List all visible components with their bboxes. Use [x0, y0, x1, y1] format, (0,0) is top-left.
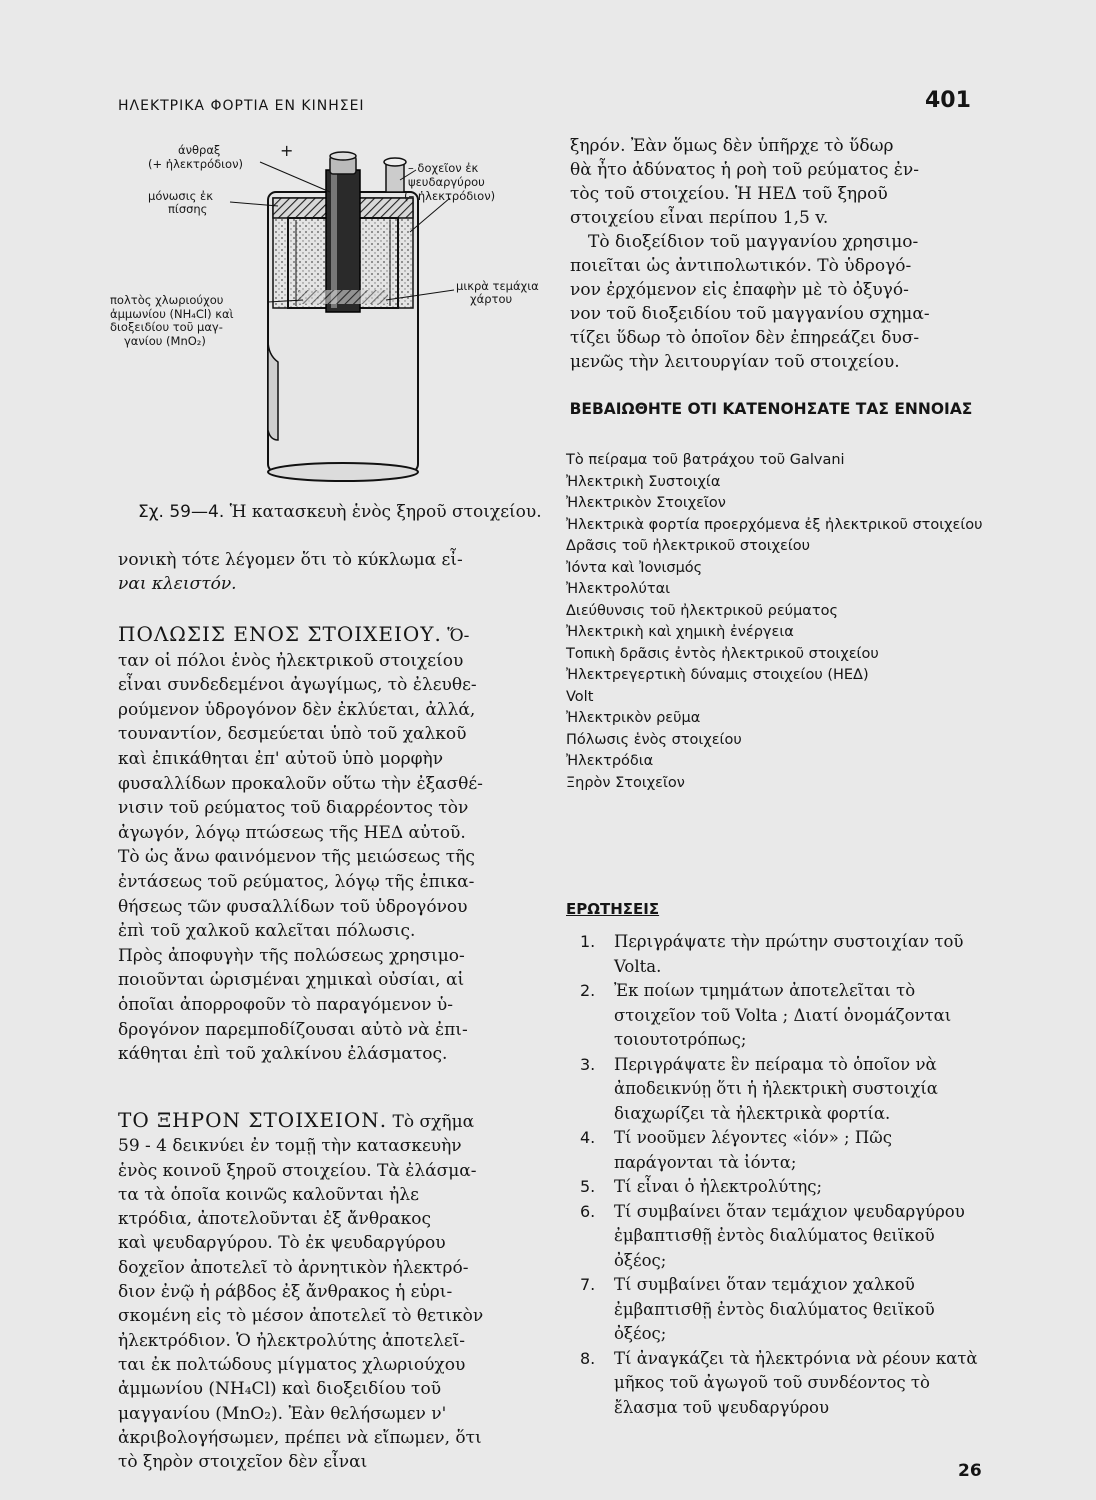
right-line: τίζει ὕδωρ τὸ ὁποῖον δὲν ἐπηρεάζει δυσ- [570, 328, 920, 348]
label-insulation: μόνωσις ἐκ [148, 189, 213, 203]
label-paper-2: χάρτου [470, 292, 513, 306]
concept-item: Ἠλεκτρικὴ καὶ χημικὴ ἐνέργεια [566, 624, 794, 640]
question-item [580, 1273, 985, 1347]
polarization-line: ρούμενον ὑδρογόνον δὲν ἐκλύεται, ἀλλά, [118, 699, 476, 720]
review-heading: ΒΕΒΑΙΩΘΗΤΕ ΟΤΙ ΚΑΤΕΝΟΗΣΑΤΕ ΤΑΣ ΕΝΝΟΙΑΣ [569, 400, 973, 418]
question-item [580, 930, 985, 979]
caption-text: Ἡ κατασκευὴ ἑνὸς ξηροῦ στοιχείου. [229, 502, 542, 522]
polarization-line: ἐντάσεως τοῦ ρεύματος, λόγῳ τῆς ἐπικα- [118, 871, 475, 892]
dry-cell-line: Τὸ σχῆμα [392, 1112, 475, 1132]
signature-mark: 26 [958, 1461, 982, 1481]
left-section-polarization [118, 622, 548, 1067]
dry-cell-line: σκομένη εἰς τὸ μέσον ἀποτελεῖ τὸ θετικὸν [118, 1306, 484, 1327]
dry-cell-line: τα τὰ ὁποῖα κοινῶς καλοῦνται ἠλε [118, 1184, 419, 1205]
polarization-line: ἐπὶ τοῦ χαλκοῦ καλεῖται πόλωσις. [118, 921, 416, 942]
question-text: Τί συμβαίνει ὅταν τεμάχιον ψευδαργύρου ἐμβαπτισθῇ ἐντὸς διαλύματος θειϊκοῦ ὀξέος; [614, 1201, 965, 1270]
question-number: 4. [580, 1128, 596, 1147]
concept-item: Διεύθυνσις τοῦ ἠλεκτρικοῦ ρεύματος [566, 602, 838, 619]
question-item [580, 979, 985, 1053]
dry-cell-line: καὶ ψευδαργύρου. Τὸ ἐκ ψευδαργύρου [118, 1233, 446, 1254]
concept-item: Ἠλεκτρικὸν ρεῦμα [566, 710, 701, 726]
dry-cell-figure [110, 140, 558, 500]
polarization-line: νισιν τοῦ ρεύματος τοῦ διαρρέοντος τὸν [118, 798, 469, 819]
concept-item: Ἠλεκτρολύται [566, 581, 671, 597]
page-number: 401 [925, 88, 971, 113]
dry-cell-line: μαγγανίου (MnO₂). Ἐὰν θελήσωμεν ν' [118, 1403, 447, 1424]
polarization-line: Ὅ- [447, 626, 470, 646]
question-number: 5. [580, 1177, 596, 1196]
label-paste-2: ἀμμωνίου (NH₄Cl) καὶ [110, 307, 234, 321]
polarization-line: κάθηται ἐπὶ τοῦ χαλκίνου ἐλάσματος. [118, 1044, 448, 1065]
question-text: Τί εἶναι ὁ ἠλεκτρολύτης; [614, 1177, 823, 1196]
polarization-line: Πρὸς ἀποφυγὴν τῆς πολώσεως χρησιμο- [118, 945, 465, 966]
heading-polarization: ΠΟΛΩΣΙΣ ΕΝΟΣ ΣΤΟΙΧΕΙΟΥ. [118, 622, 442, 646]
label-carbon: άνθραξ [178, 143, 221, 157]
concept-item: Ἠλεκτρόδια [566, 753, 654, 769]
question-item [580, 1347, 985, 1421]
dry-cell-line: ἑνὸς κοινοῦ ξηροῦ στοιχείου. Τὰ ἐλάσμα- [118, 1160, 477, 1181]
heading-dry-cell: ΤΟ ΞΗΡΟΝ ΣΤΟΙΧΕΙΟΝ. [118, 1108, 388, 1132]
right-line: νον ἐρχόμενον εἰς ἐπαφὴν μὲ τὸ ὀξυγό- [570, 280, 909, 300]
question-text: Τί νοοῦμεν λέγοντες «ἰόν» ; Πῶς παράγονται τὰ ἰόντα; [614, 1128, 892, 1172]
label-zinc-can-3: (– ἠλεκτρόδιον) [404, 189, 496, 203]
concept-item: Ξηρὸν Στοιχεῖον [566, 774, 685, 791]
polarization-line: καὶ ἐπικάθηται ἐπ' αὐτοῦ ὑπὸ μορφὴν [118, 748, 444, 769]
concept-item: Ἰόντα καὶ Ἰονισμός [566, 559, 703, 576]
concept-item: Τὸ πείραμα τοῦ βατράχου τοῦ Galvani [566, 452, 845, 468]
concept-item: Ἠλεκτρικὴ Συστοιχία [566, 473, 721, 490]
question-item [580, 1053, 985, 1127]
concept-item: Ἠλεκτρικὸν Στοιχεῖον [566, 495, 726, 511]
polarization-line: ἀγωγόν, λόγῳ πτώσεως τῆς ΗΕΔ αὐτοῦ. [118, 822, 466, 843]
right-line: ποιεῖται ὡς ἀντιπολωτικόν. Τὸ ὑδρογό- [570, 256, 912, 276]
label-plus: + [280, 141, 294, 160]
left-section-dry-cell [118, 1108, 548, 1474]
label-zinc-can: – δοχεῖον ἐκ [408, 161, 479, 175]
right-line: ξηρόν. Ἐὰν ὅμως δὲν ὑπῆρχε τὸ ὕδωρ [570, 136, 894, 156]
question-text: Τί ἀναγκάζει τὰ ἠλεκτρόνια νὰ ρέουν κατὰ μῆκος τοῦ ἀγωγοῦ τοῦ συνδέοντος τὸ ἔλασμα τοῦ ψευδαργύρου [614, 1348, 978, 1417]
question-number: 6. [580, 1201, 596, 1221]
concept-item: Ἠλεκτρικὰ φορτία προερχόμενα ἐξ ἠλεκτρικοῦ στοιχείου [566, 516, 983, 533]
question-item [580, 1175, 985, 1200]
left-p1-line2: ναι κλειστόν. [118, 574, 237, 594]
polarization-line: ταν οἱ πόλοι ἑνὸς ἠλεκτρικοῦ στοιχείου [118, 650, 464, 671]
dry-cell-line: 59 - 4 δεικνύει ἐν τομῇ τὴν κατασκευὴν [118, 1136, 462, 1157]
dry-cell-line: ἀμμωνίου (NH₄Cl) καὶ διοξειδίου τοῦ [118, 1379, 442, 1400]
question-text: Περιγράψατε ἓν πείραμα τὸ ὁποῖον νὰ ἀποδεικνύῃ ὅτι ἡ ἠλεκτρικὴ συστοιχία διαχωρίζει τὰ ἠλεκτρικὰ φορτία. [614, 1054, 938, 1123]
concept-item: Ἠλεκτρεγερτικὴ δύναμις στοιχείου (ΗΕΔ) [566, 667, 869, 683]
dry-cell-line: τὸ ξηρὸν στοιχεῖον δὲν εἶναι [118, 1452, 368, 1473]
polarization-line: ποιοῦνται ὡρισμέναι χημικαὶ οὐσίαι, αἱ [118, 970, 465, 991]
concept-item: Πόλωσις ἑνὸς στοιχείου [566, 731, 742, 748]
right-line: νον τοῦ διοξειδίου τοῦ μαγγανίου σχημα- [570, 304, 930, 324]
concepts-list [566, 450, 986, 794]
label-carbon-electrode: (+ ἠλεκτρόδιον) [148, 157, 243, 171]
polarization-line: φυσαλλίδων προκαλοῦν οὕτω τὴν ἐξασθέ- [118, 773, 483, 794]
caption-number: Σχ. 59—4. [138, 502, 225, 522]
label-paste: πολτὸς χλωριούχου [110, 293, 224, 307]
polarization-line: θήσεως τῶν φυσαλλίδων τοῦ ὑδρογόνου [118, 896, 468, 917]
questions-list [580, 930, 985, 1420]
dry-cell-line: ἀκριβολογήσωμεν, πρέπει νὰ εἴπωμεν, ὅτι [118, 1427, 482, 1448]
question-text: Περιγράψατε τὴν πρώτην συστοιχίαν τοῦ Volta. [614, 932, 964, 976]
question-number: 8. [580, 1348, 596, 1368]
right-paragraph-1 [570, 134, 980, 374]
question-item [580, 1126, 985, 1175]
dry-cell-line: ἠλεκτρόδιον. Ὁ ἠλεκτρολύτης ἀποτελεῖ- [118, 1330, 466, 1351]
label-zinc-can-2: ψευδαργύρου [408, 175, 485, 189]
label-paste-3: διοξειδίου τοῦ μαγ- [110, 320, 223, 334]
concept-item: Τοπικὴ δρᾶσις ἐντὸς ἠλεκτρικοῦ στοιχείου [566, 645, 879, 662]
label-insulation-2: πίσσης [168, 202, 208, 216]
question-number: 3. [580, 1054, 596, 1074]
figure-caption [138, 502, 542, 522]
polarization-line: Τὸ ὡς ἄνω φαινόμενον τῆς μειώσεως τῆς [118, 847, 475, 868]
dry-cell-line: κτρόδια, ἀποτελοῦνται ἐξ ἄνθρακος [118, 1209, 431, 1230]
question-number: 2. [580, 981, 596, 1000]
question-text: Τί συμβαίνει ὅταν τεμάχιον χαλκοῦ ἐμβαπτισθῇ ἐντὸς διαλύματος θειϊκοῦ ὀξέος; [614, 1275, 935, 1343]
concept-item: Δρᾶσις τοῦ ἠλεκτρικοῦ στοιχείου [566, 538, 810, 554]
right-line: μενῶς τὴν λειτουργίαν τοῦ στοιχείου. [570, 352, 900, 372]
dry-cell-line: διον ἐνῷ ἡ ράβδος ἐξ ἄνθρακος ἡ εὑρι- [118, 1282, 453, 1303]
label-paper: μικρὰ τεμάχια [456, 279, 539, 293]
dry-cell-line: ται ἐκ πολτώδους μίγματος χλωριούχου [118, 1354, 466, 1375]
question-number: 7. [580, 1275, 596, 1294]
polarization-line: δρογόνον παρεμποδίζουσαι αὐτὸ νὰ ἐπι- [118, 1019, 468, 1040]
label-paste-4: γανίου (MnO₂) [124, 334, 206, 348]
polarization-line: ὁποῖαι ἀπορροφοῦν τὸ παραγόμενον ὑ- [118, 994, 453, 1015]
right-line: Τὸ διοξείδιον τοῦ μαγγανίου χρησιμο- [588, 232, 919, 252]
dry-cell-line: δοχεῖον ἀποτελεῖ τὸ ἀρνητικὸν ἠλεκτρό- [118, 1257, 469, 1278]
running-head: ΗΛΕΚΤΡΙΚΑ ΦΟΡΤΙΑ ΕΝ ΚΙΝΗΣΕΙ [118, 98, 365, 114]
left-p1-line1: νονικὴ τότε λέγομεν ὅτι τὸ κύκλωμα εἶ- [118, 550, 463, 570]
questions-heading: ΕΡΩΤΗΣΕΙΣ [566, 900, 660, 918]
left-paragraph-1 [118, 548, 548, 596]
concept-item: Volt [566, 688, 594, 705]
right-line: στοιχείου εἶναι περίπου 1,5 v. [570, 208, 829, 228]
question-item [580, 1200, 985, 1274]
question-text: Ἐκ ποίων τμημάτων ἀποτελεῖται τὸ στοιχεῖον τοῦ Volta ; Διατί ὀνομάζονται τοιουτοτρόπως; [614, 981, 952, 1049]
right-line: θὰ ἦτο ἀδύνατος ἡ ροὴ τοῦ ρεύματος ἐν- [570, 160, 919, 180]
polarization-line: τουναντίον, δεσμεύεται ὑπὸ τοῦ χαλκοῦ [118, 724, 467, 745]
right-line: τὸς τοῦ στοιχείου. Ἡ ΗΕΔ τοῦ ξηροῦ [570, 184, 888, 204]
question-number: 1. [580, 932, 596, 951]
polarization-line: εἶναι συνδεδεμένοι ἀγωγίμως, τὸ ἐλευθε- [118, 675, 477, 696]
